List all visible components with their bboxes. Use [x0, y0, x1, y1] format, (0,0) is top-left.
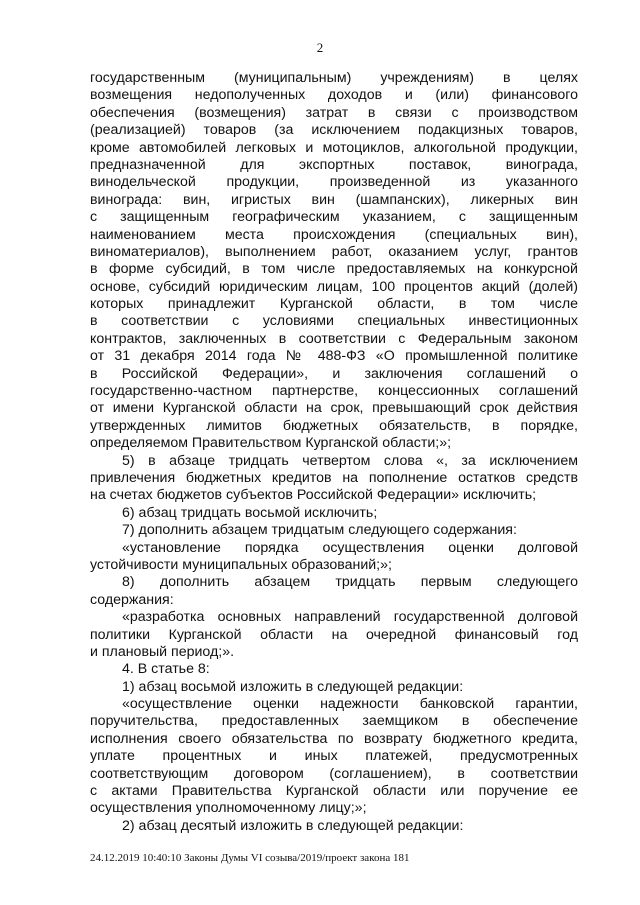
text-line: уплате процентных и иных платежей, предусмотренных — [90, 748, 578, 765]
text-line: основе, субсидий юридическим лицам, 100 процентов акций (долей) — [90, 278, 578, 295]
text-line: привлечения бюджетных кредитов на пополнение остатков средств — [90, 469, 578, 486]
text-line: от 31 декабря 2014 года № 488-ФЗ «О промышленной политике — [90, 348, 578, 365]
text-line: определяемом Правительством Курганской области;»; — [90, 435, 452, 452]
text-line: предназначенной для экспортных поставок, винограда, — [90, 156, 578, 173]
text-line: (реализацией) товаров (за исключением подакцизных товаров, — [90, 122, 578, 139]
text-line: наименованием места происхождения (специальных вин), — [90, 226, 578, 243]
text-line: контрактов, заключенных в соответствии с Федеральным законом — [90, 330, 578, 347]
text-line: в соответствии с условиями специальных инвестиционных — [90, 313, 578, 330]
text-line: соответствующим договором (соглашением), в соответствии — [90, 765, 578, 782]
text-line: от имени Курганской области на срок, превышающий срок действия — [90, 400, 578, 417]
text-line: 6) абзац тридцать восьмой исключить; — [122, 504, 378, 521]
text-line: государственно-частном партнерстве, концессионных соглашений — [90, 383, 578, 400]
text-line: поручительства, предоставленных заемщиком в обеспечение — [90, 713, 578, 730]
text-line: возмещения недополученных доходов и (или) финансового — [90, 87, 578, 104]
text-line: осуществления уполномоченному лицу;»; — [90, 800, 367, 817]
text-line: винограда: вин, игристых вин (шампанских), ликерных вин — [90, 191, 578, 208]
text-line: 1) абзац восьмой изложить в следующей редакции: — [122, 678, 464, 695]
text-line: государственным (муниципальным) учреждениям) в целях — [90, 70, 578, 86]
text-line: устойчивости муниципальных образований;»; — [90, 556, 392, 573]
text-line: виноматериалов), выполнением работ, оказанием услуг, грантов — [90, 243, 578, 260]
document-footer: 24.12.2019 10:40:10 Законы Думы VI созыва/2019/проект закона 181 — [90, 852, 410, 864]
text-line: исполнения своего обязательства по возврату бюджетного кредита, — [90, 730, 578, 747]
page-number: 2 — [316, 40, 324, 55]
text-line: кроме автомобилей легковых и мотоциклов, алкогольной продукции, — [90, 139, 578, 156]
text-line: 7) дополнить абзацем тридцатым следующего содержания: — [122, 522, 517, 539]
text-line: 4. В статье 8: — [122, 661, 210, 678]
text-line: с актами Правительства Курганской области или поручение ее — [90, 783, 578, 800]
text-line: 8) дополнить абзацем тридцать первым следующего — [122, 574, 578, 591]
text-line: которых принадлежит Курганской области, в том числе — [90, 296, 578, 313]
text-line: утвержденных лимитов бюджетных обязательств, в порядке, — [90, 417, 578, 434]
text-line: в Российской Федерации», и заключения соглашений о — [90, 365, 578, 382]
text-line: и плановый период;». — [90, 643, 235, 660]
text-line: на счетах бюджетов субъектов Российской Федерации» исключить; — [90, 487, 537, 504]
text-line: в форме субсидий, в том числе предоставляемых на конкурсной — [90, 261, 578, 278]
text-line: «разработка основных направлений государственной долговой — [122, 609, 578, 626]
text-line: содержания: — [90, 591, 174, 608]
text-line: политики Курганской области на очередной финансовый год — [90, 626, 578, 643]
text-line: «осуществление оценки надежности банковской гарантии, — [122, 696, 578, 713]
text-line: «установление порядка осуществления оценки долговой — [122, 539, 578, 556]
body-text — [90, 70, 578, 835]
text-line: обеспечения (возмещения) затрат в связи с производством — [90, 104, 578, 121]
text-line: 2) абзац десятый изложить в следующей редакции: — [122, 817, 464, 834]
text-line: 5) в абзаце тридцать четвертом слова «, за исключением — [122, 452, 578, 469]
text-line: с защищенным географическим указанием, с защищенным — [90, 209, 578, 226]
text-line: винодельческой продукции, произведенной из указанного — [90, 174, 578, 191]
